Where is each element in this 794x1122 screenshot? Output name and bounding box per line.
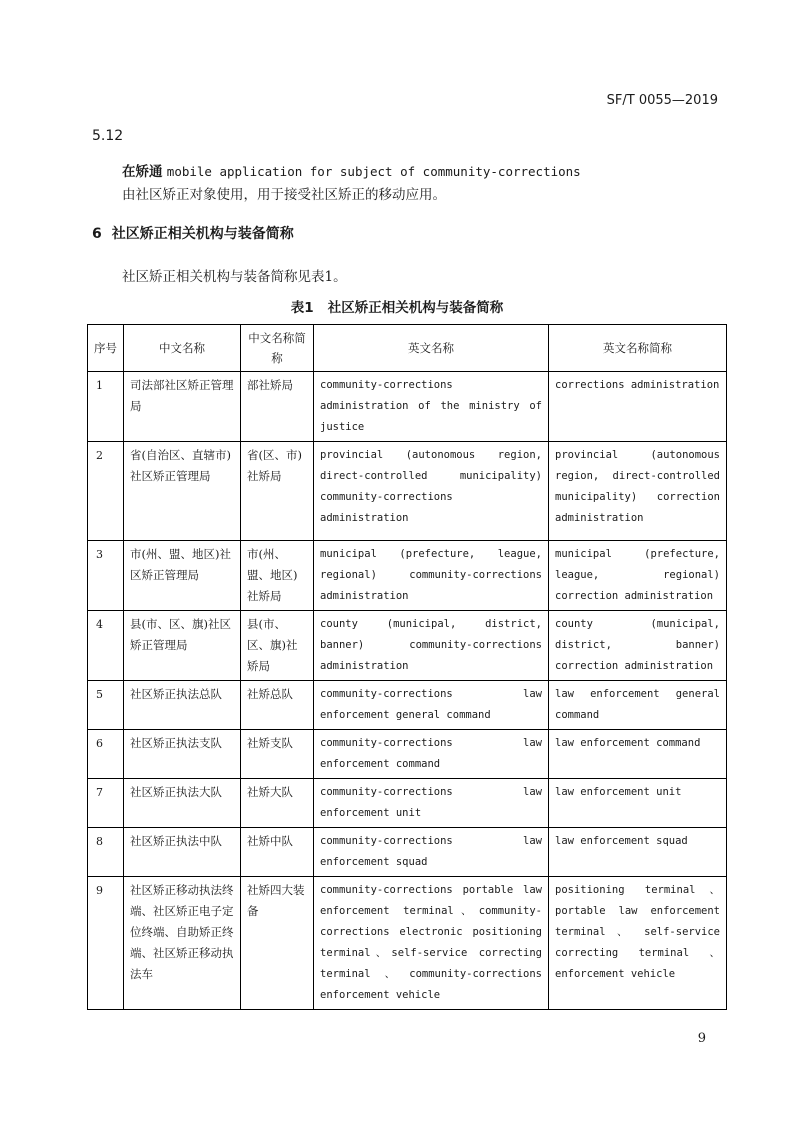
- cell-en-name: provincial (autonomous region, direct-controlled municipality) community-corrections administration: [314, 442, 549, 541]
- table-row: [88, 442, 727, 541]
- clause-number: 5.12: [92, 128, 124, 144]
- cell-en-abbr: provincial (autonomous region, direct-controlled municipality) correction administration: [549, 442, 727, 541]
- table-title: 社区矫正相关机构与装备简称: [327, 300, 504, 316]
- cell-zh-abbr: 社矫中队: [241, 828, 314, 877]
- cell-zh-abbr: 市(州、盟、地区)社矫局: [241, 541, 314, 611]
- cell-en-abbr: municipal (prefecture, league, regional) correction administration: [549, 541, 727, 611]
- abbreviation-table: [87, 324, 727, 1010]
- header-zh-name: 中文名称: [124, 325, 241, 372]
- table-row: [88, 611, 727, 681]
- section-number: 6: [92, 226, 102, 242]
- header-no: 序号: [88, 325, 124, 372]
- table-row: [88, 877, 727, 1010]
- cell-no: 7: [88, 779, 124, 828]
- term-chinese: 在矫通: [122, 164, 163, 180]
- cell-en-name: community-corrections law enforcement command: [314, 730, 549, 779]
- standard-code: SF/T 0055—2019: [606, 93, 718, 108]
- cell-en-abbr: positioning terminal、portable law enforcement terminal 、 self-service correcting terminal 、 enforcement vehicle: [549, 877, 727, 1010]
- cell-en-abbr: law enforcement squad: [549, 828, 727, 877]
- table-header-row: [88, 325, 727, 372]
- cell-no: 8: [88, 828, 124, 877]
- table-row: [88, 541, 727, 611]
- section-heading: [92, 223, 294, 243]
- section-title: 社区矫正相关机构与装备简称: [111, 226, 294, 242]
- cell-zh-abbr: 县(市、区、旗)社矫局: [241, 611, 314, 681]
- table-row: [88, 828, 727, 877]
- cell-zh-abbr: 部社矫局: [241, 372, 314, 442]
- cell-en-name: community-corrections portable law enforcement terminal、community-corrections electronic positioning terminal、self-service correcting terminal、community-corrections enforcement vehicle: [314, 877, 549, 1010]
- header-en-name: 英文名称: [314, 325, 549, 372]
- header-zh-abbr: 中文名称简称: [241, 325, 314, 372]
- cell-en-abbr: law enforcement general command: [549, 681, 727, 730]
- cell-en-name: community-corrections administration of the ministry of justice: [314, 372, 549, 442]
- section-intro: 社区矫正相关机构与装备简称见表1。: [122, 269, 347, 285]
- cell-zh-name: 社区矫正移动执法终端、社区矫正电子定位终端、自助矫正终端、社区矫正移动执法车: [124, 877, 241, 1010]
- cell-zh-name: 省(自治区、直辖市)社区矫正管理局: [124, 442, 241, 541]
- cell-no: 9: [88, 877, 124, 1010]
- cell-zh-abbr: 社矫支队: [241, 730, 314, 779]
- table-row: [88, 779, 727, 828]
- page-number: 9: [697, 1031, 706, 1046]
- cell-no: 1: [88, 372, 124, 442]
- cell-zh-name: 社区矫正执法中队: [124, 828, 241, 877]
- cell-no: 2: [88, 442, 124, 541]
- cell-en-name: community-corrections law enforcement general command: [314, 681, 549, 730]
- cell-zh-name: 司法部社区矫正管理局: [124, 372, 241, 442]
- table-caption: [0, 296, 794, 316]
- cell-zh-name: 县(市、区、旗)社区矫正管理局: [124, 611, 241, 681]
- cell-en-name: community-corrections law enforcement unit: [314, 779, 549, 828]
- term-english: mobile application for subject of community-corrections: [166, 164, 581, 179]
- cell-zh-name: 社区矫正执法总队: [124, 681, 241, 730]
- cell-en-abbr: corrections administration: [549, 372, 727, 442]
- table-row: [88, 372, 727, 442]
- cell-zh-abbr: 社矫总队: [241, 681, 314, 730]
- cell-no: 5: [88, 681, 124, 730]
- table-row: [88, 681, 727, 730]
- cell-zh-abbr: 社矫大队: [241, 779, 314, 828]
- cell-no: 6: [88, 730, 124, 779]
- cell-zh-abbr: 社矫四大装备: [241, 877, 314, 1010]
- cell-zh-name: 市(州、盟、地区)社区矫正管理局: [124, 541, 241, 611]
- cell-en-abbr: law enforcement unit: [549, 779, 727, 828]
- cell-zh-name: 社区矫正执法大队: [124, 779, 241, 828]
- cell-zh-name: 社区矫正执法支队: [124, 730, 241, 779]
- header-en-abbr: 英文名称简称: [549, 325, 727, 372]
- cell-en-name: community-corrections law enforcement squad: [314, 828, 549, 877]
- cell-en-abbr: law enforcement command: [549, 730, 727, 779]
- cell-no: 3: [88, 541, 124, 611]
- table-row: [88, 730, 727, 779]
- term-entry: [122, 160, 581, 180]
- term-definition: 由社区矫正对象使用，用于接受社区矫正的移动应用。: [122, 187, 446, 203]
- cell-zh-abbr: 省(区、市)社矫局: [241, 442, 314, 541]
- table-number: 表1: [290, 300, 314, 316]
- cell-en-abbr: county (municipal, district, banner) correction administration: [549, 611, 727, 681]
- cell-no: 4: [88, 611, 124, 681]
- cell-en-name: county (municipal, district, banner) community-corrections administration: [314, 611, 549, 681]
- cell-en-name: municipal (prefecture, league, regional) community-corrections administration: [314, 541, 549, 611]
